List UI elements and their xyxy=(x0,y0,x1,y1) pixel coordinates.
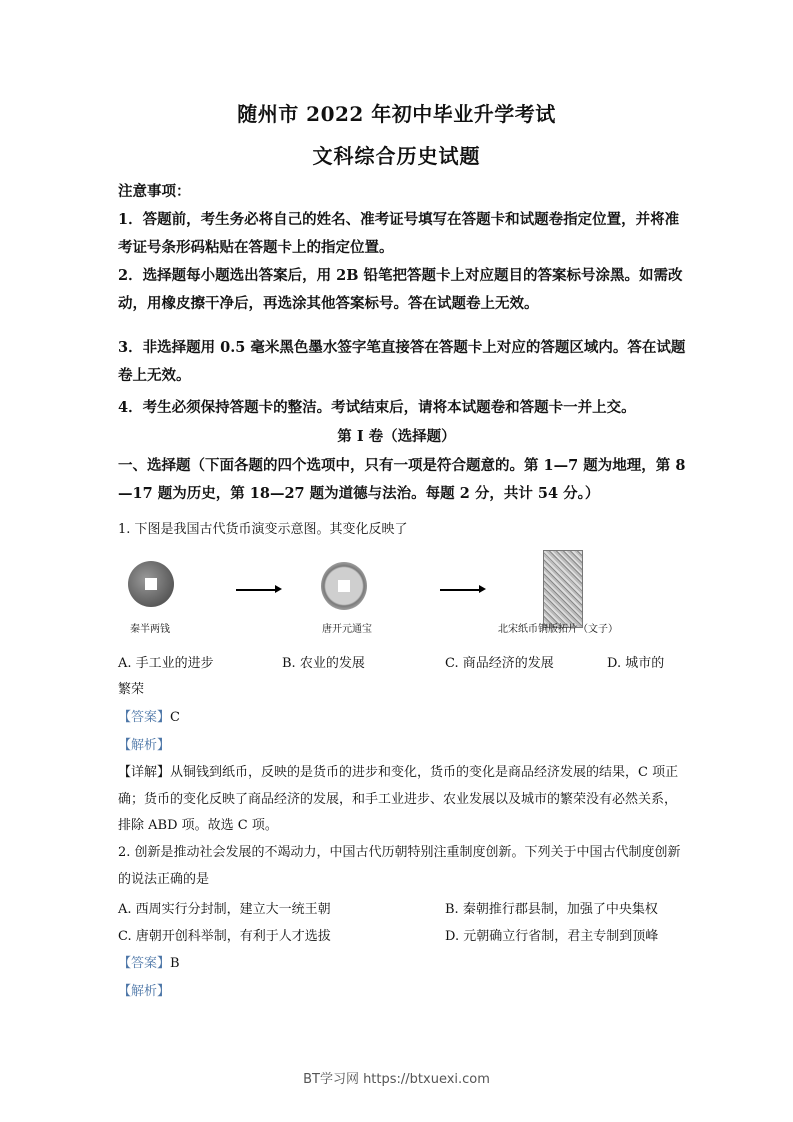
answer-tag: 【答案】 xyxy=(118,956,171,971)
arrow-right-icon xyxy=(236,589,276,591)
volume-title: 第 I 卷（选择题） xyxy=(337,428,456,445)
notice-item-4: 4．考生必须保持答题卡的整洁。考试结束后，请将本试题卷和答题卡一并上交。 xyxy=(118,399,636,416)
option-a: A. 手工业的进步 xyxy=(118,656,214,671)
answer-value: B xyxy=(170,956,180,971)
answer-value: C xyxy=(170,710,180,725)
footer-watermark[interactable]: BT学习网 https://btxuexi.com xyxy=(303,1072,490,1087)
option-c: C. 唐朝开创科举制，有利于人才选拔 xyxy=(118,929,331,944)
analysis-tag: 【解析】 xyxy=(118,738,171,753)
option-d-wrap: 繁荣 xyxy=(118,682,145,697)
arrow-right-icon xyxy=(440,589,480,591)
option-c: C. 商品经济的发展 xyxy=(445,656,554,671)
question-2-answer xyxy=(118,952,180,976)
notice-heading: 注意事项： xyxy=(118,183,191,200)
option-a: A. 西周实行分封制，建立大一统王朝 xyxy=(118,902,331,917)
exam-title: 随州市 2022 年初中毕业升学考试 xyxy=(237,102,556,126)
analysis-tag: 【解析】 xyxy=(118,984,171,999)
question-1-answer xyxy=(118,706,180,730)
notice-item-2: 2．选择题每小题选出答案后，用 2B 铅笔把答题卡上对应题目的答案标号涂黑。如需改动，用橡皮擦干净后，再选涂其他答案标号。答在试题卷上无效。 xyxy=(118,267,683,312)
question-1-detail: 【详解】从铜钱到纸币，反映的是货币的进步和变化，货币的变化是商品经济发展的结果，C 项正确；货币的变化反映了商品经济的发展，和手工业进步、农业发展以及城市的繁荣没有必然关系，排除 ABD 项。故选 C 项。 xyxy=(118,765,679,833)
question-2-stem: 2. 创新是推动社会发展的不竭动力，中国古代历朝特别注重制度创新。下列关于中国古代制度创新的说法正确的是 xyxy=(118,845,681,887)
notice-item-1: 1．答题前，考生务必将自己的姓名、准考证号填写在答题卡和试题卷指定位置，并将准考证号条形码粘贴在答题卡上的指定位置。 xyxy=(118,211,680,256)
option-b: B. 秦朝推行郡县制，加强了中央集权 xyxy=(445,902,658,917)
coin-icon xyxy=(321,562,367,610)
banknote-icon xyxy=(543,550,583,628)
option-d: D. 城市的 xyxy=(607,656,665,671)
question-1-stem: 1. 下图是我国古代货币演变示意图。其变化反映了 xyxy=(118,522,408,537)
answer-tag: 【答案】 xyxy=(118,710,171,725)
section-heading: 一、选择题（下面各题的四个选项中，只有一项是符合题意的。第 1—7 题为地理，第 8—17 题为历史，第 18—27 题为道德与法治。每题 2 分，共计 54 分。） xyxy=(118,457,686,502)
option-d: D. 元朝确立行省制，君主专制到顶峰 xyxy=(445,929,659,944)
notice-item-3: 3．非选择题用 0.5 毫米黑色墨水签字笔直接答在答题卡上对应的答题区域内。答在试题卷上无效。 xyxy=(118,339,686,384)
currency-evolution-figure xyxy=(118,548,688,638)
coin-icon xyxy=(128,561,174,607)
exam-subtitle: 文科综合历史试题 xyxy=(312,144,481,168)
figure-caption-qin: 秦半两钱 xyxy=(130,624,170,635)
figure-caption-song: 北宋纸币铜版拓片（文子） xyxy=(498,624,618,635)
option-b: B. 农业的发展 xyxy=(282,656,365,671)
figure-caption-tang: 唐开元通宝 xyxy=(322,624,372,635)
